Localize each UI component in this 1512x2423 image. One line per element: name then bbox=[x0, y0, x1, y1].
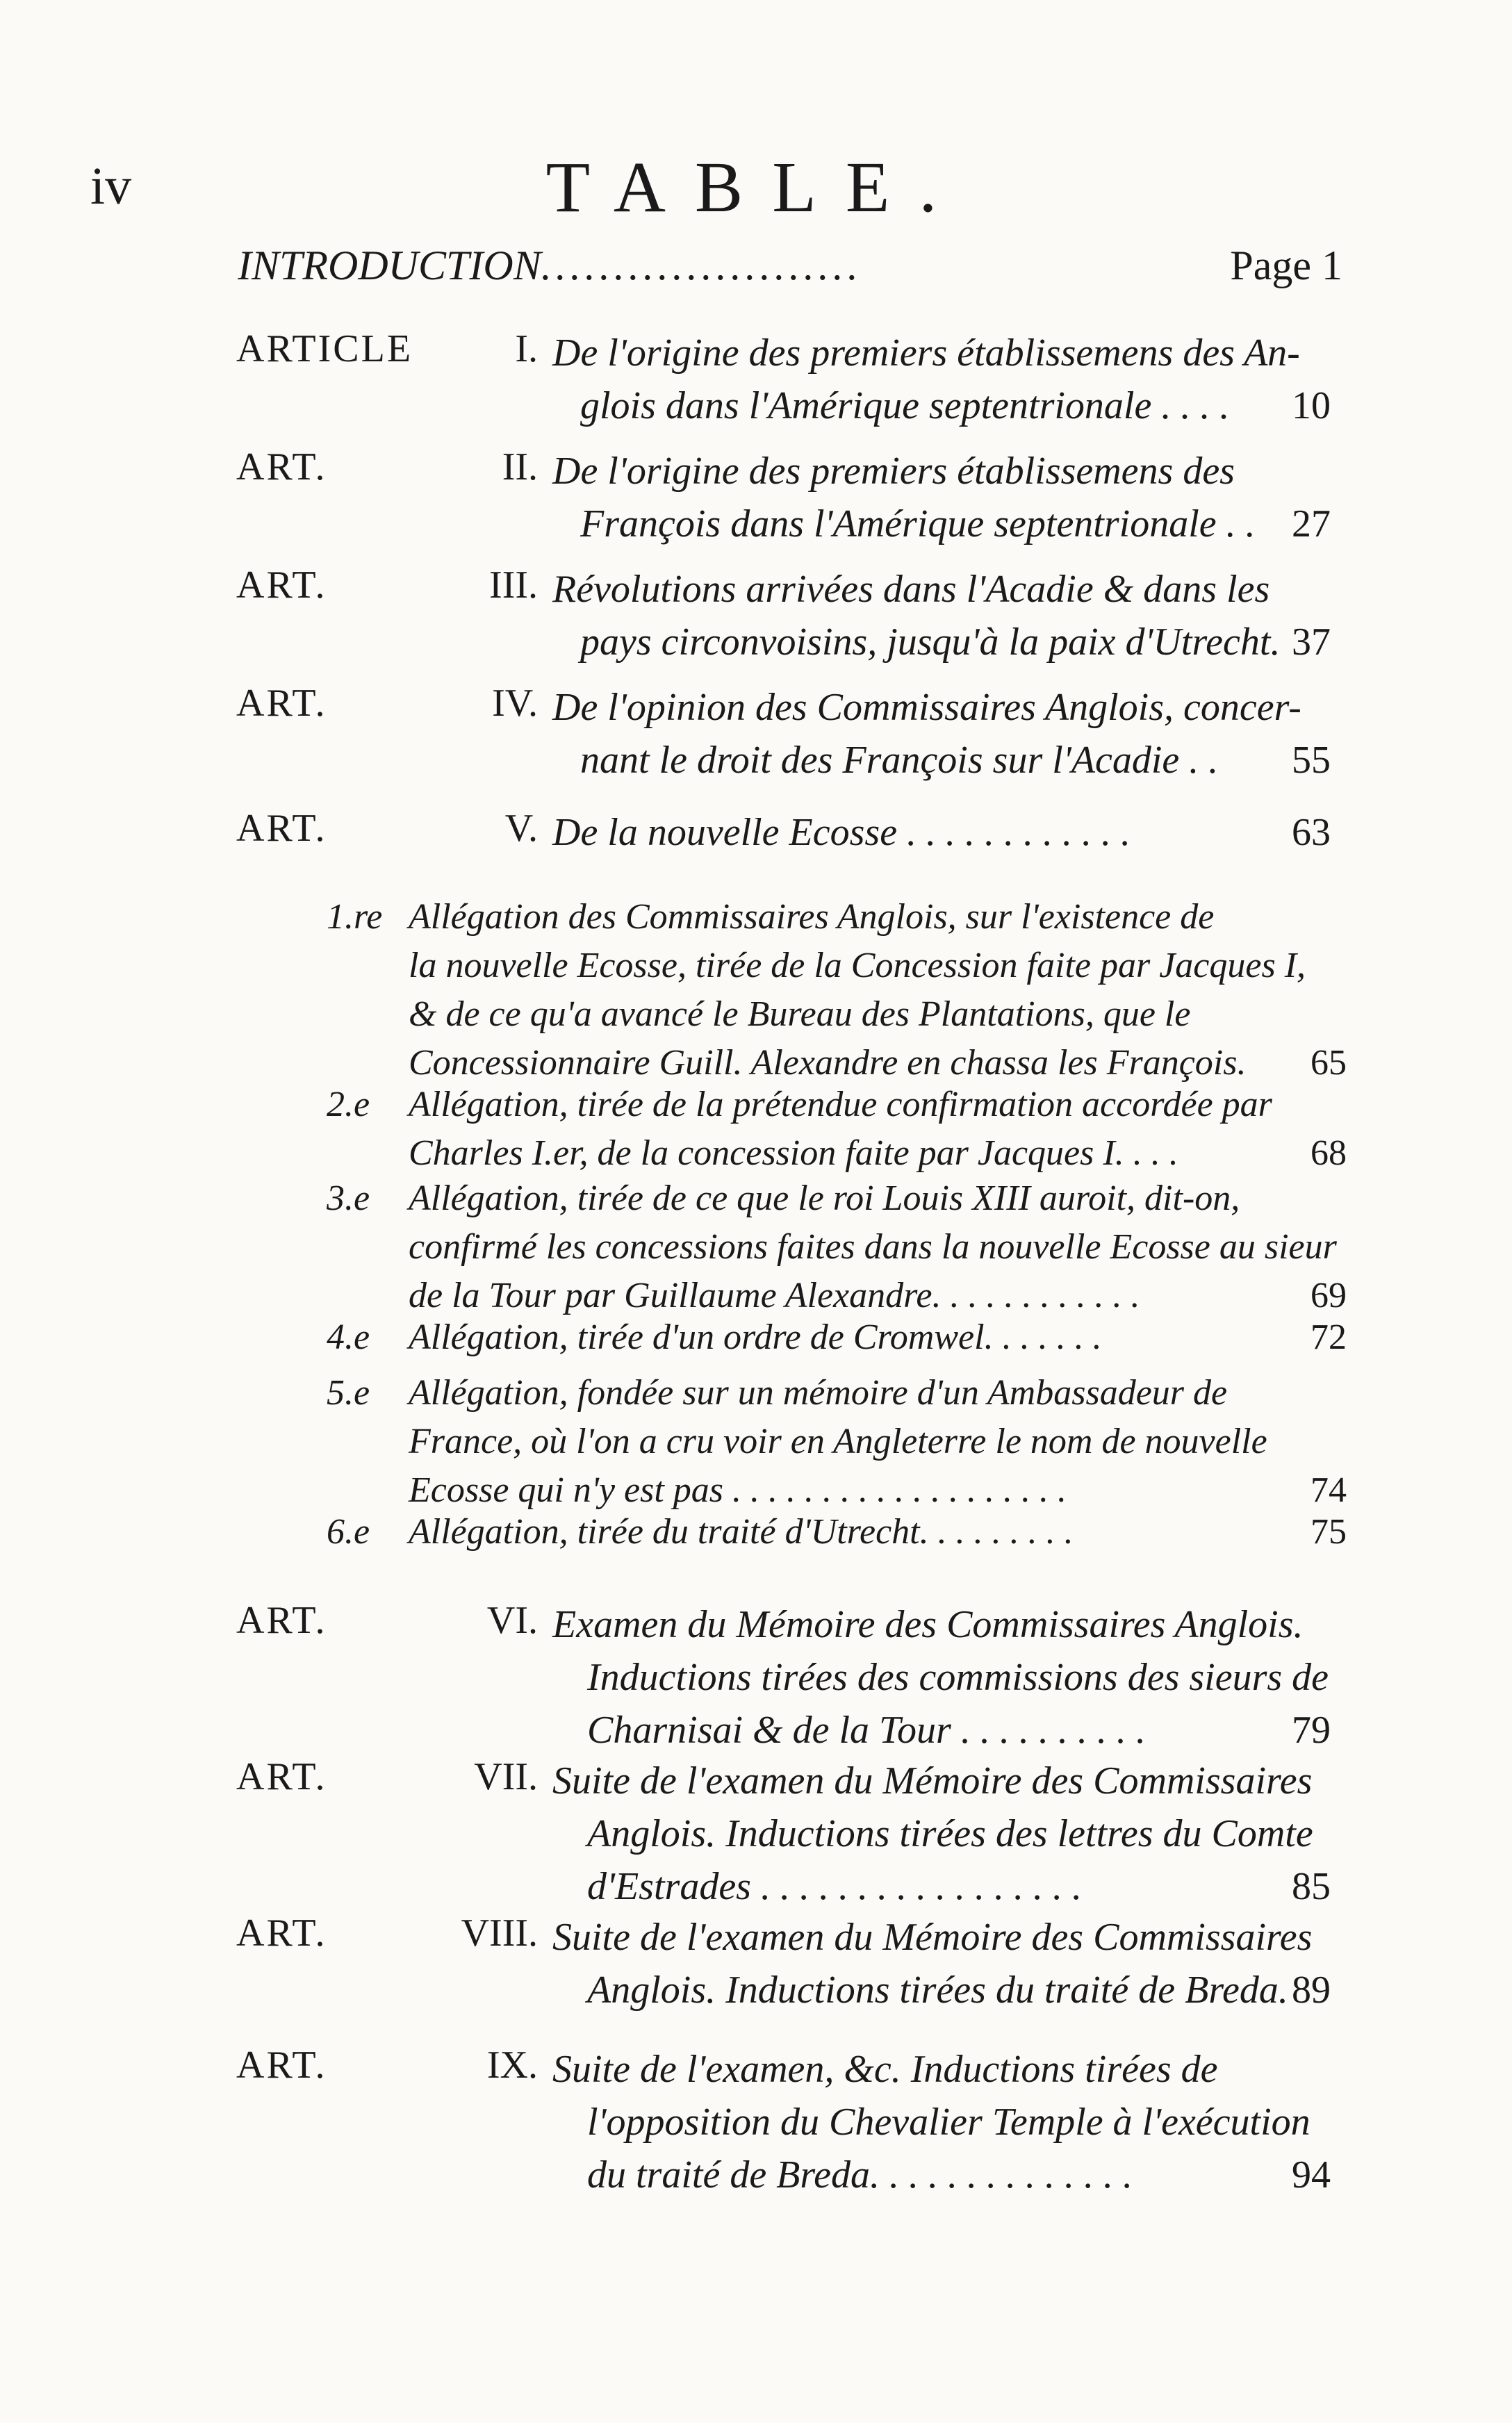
article-page: 85 bbox=[1292, 1865, 1331, 1908]
allegation-line: & de ce qu'a avancé le Bureau des Plantations, que le bbox=[409, 994, 1191, 1034]
article-title-line: glois dans l'Amérique septentrionale . . . . bbox=[580, 384, 1230, 427]
article-title-line: François dans l'Amérique septentrionale . . bbox=[580, 502, 1256, 545]
article-title-line: De l'origine des premiers établissemens des An- bbox=[552, 331, 1300, 375]
article-title-line: Suite de l'examen du Mémoire des Commissaires bbox=[552, 1916, 1313, 1959]
article-number: VII. bbox=[474, 1755, 538, 1798]
allegation-ordinal: 4.e bbox=[327, 1317, 370, 1357]
article-title-line: Examen du Mémoire des Commissaires Anglois. bbox=[552, 1603, 1304, 1646]
article-label: ART. bbox=[236, 1912, 327, 1955]
allegation-page: 69 bbox=[1310, 1276, 1347, 1315]
page-folio: iv bbox=[90, 157, 132, 215]
allegation-line: Allégation, fondée sur un mémoire d'un Ambassadeur de bbox=[409, 1373, 1228, 1413]
article-page: 94 bbox=[1292, 2153, 1331, 2196]
allegation-ordinal: 3.e bbox=[327, 1178, 370, 1218]
article-page: 63 bbox=[1292, 811, 1331, 854]
article-title-line: De l'origine des premiers établissemens des bbox=[552, 450, 1235, 493]
article-title-line: Anglois. Inductions tirées du traité de Breda. bbox=[587, 1969, 1288, 2012]
article-title-line: nant le droit des François sur l'Acadie . . bbox=[580, 739, 1219, 782]
article-page: 55 bbox=[1292, 739, 1331, 782]
article-number: IV. bbox=[492, 682, 538, 725]
allegation-line: Allégation, tirée de ce que le roi Louis XIII auroit, dit-on, bbox=[409, 1178, 1240, 1218]
allegation-line: Allégation des Commissaires Anglois, sur l'existence de bbox=[409, 897, 1215, 937]
article-title-line: Révolutions arrivées dans l'Acadie & dans les bbox=[552, 568, 1270, 611]
article-title-line: d'Estrades . . . . . . . . . . . . . . . . . bbox=[587, 1865, 1082, 1908]
article-label: ART. bbox=[236, 1599, 327, 1642]
article-number: VI. bbox=[486, 1599, 538, 1642]
article-number: V. bbox=[504, 807, 538, 850]
allegation-page: 75 bbox=[1310, 1512, 1347, 1552]
allegation-line: France, où l'on a cru voir en Angleterre le nom de nouvelle bbox=[409, 1422, 1267, 1461]
allegation-line: Ecosse qui n'y est pas . . . . . . . . . . . . . . . . . . . bbox=[409, 1470, 1067, 1510]
allegation-ordinal: 5.e bbox=[327, 1373, 370, 1413]
article-number: II. bbox=[502, 445, 538, 488]
allegation-line: Concessionnaire Guill. Alexandre en chassa les François. bbox=[409, 1043, 1247, 1083]
article-number: VIII. bbox=[461, 1912, 538, 1955]
allegation-line: Allégation, tirée d'un ordre de Cromwel. . . . . . . bbox=[409, 1317, 1102, 1357]
introduction-entry bbox=[238, 242, 1342, 290]
article-number: III. bbox=[489, 564, 538, 607]
article-label: ART. bbox=[236, 445, 327, 488]
article-label: ART. bbox=[236, 807, 327, 850]
allegation-ordinal: 6.e bbox=[327, 1512, 370, 1552]
article-page: 10 bbox=[1292, 384, 1331, 427]
allegation-page: 65 bbox=[1310, 1043, 1347, 1083]
article-title-line: pays circonvoisins, jusqu'à la paix d'Utrecht. bbox=[580, 621, 1281, 664]
introduction-label: INTRODUCTION bbox=[238, 243, 541, 288]
article-title-line: De la nouvelle Ecosse . . . . . . . . . . . . bbox=[552, 811, 1131, 854]
allegation-ordinal: 1.re bbox=[327, 897, 383, 937]
article-title-line: Suite de l'examen, &c. Inductions tirées de bbox=[552, 2048, 1218, 2091]
article-title-line: Inductions tirées des commissions des sieurs de bbox=[587, 1656, 1329, 1699]
allegation-line: Allégation, tirée du traité d'Utrecht. . . . . . . . . bbox=[409, 1512, 1074, 1552]
article-number: I. bbox=[515, 327, 538, 370]
allegation-page: 72 bbox=[1310, 1317, 1347, 1357]
introduction-page: Page 1 bbox=[1222, 242, 1342, 290]
article-label: ARTICLE bbox=[236, 327, 413, 370]
article-title-line: Charnisai & de la Tour . . . . . . . . . . bbox=[587, 1709, 1146, 1752]
article-title-line: Anglois. Inductions tirées des lettres du Comte bbox=[587, 1812, 1313, 1855]
article-page: 79 bbox=[1292, 1709, 1331, 1752]
allegation-page: 74 bbox=[1310, 1470, 1347, 1510]
article-page: 89 bbox=[1292, 1969, 1331, 2012]
page-title: TABLE. bbox=[545, 147, 967, 227]
introduction-leader: ...................... bbox=[541, 243, 862, 288]
allegation-line: confirmé les concessions faites dans la nouvelle Ecosse au sieur bbox=[409, 1227, 1337, 1267]
article-page: 37 bbox=[1292, 621, 1331, 664]
article-title-line: l'opposition du Chevalier Temple à l'exécution bbox=[587, 2101, 1310, 2144]
allegation-page: 68 bbox=[1310, 1133, 1347, 1173]
allegation-line: de la Tour par Guillaume Alexandre. . . . . . . . . . . . bbox=[409, 1276, 1140, 1315]
article-label: ART. bbox=[236, 682, 327, 725]
allegation-line: Charles I.er, de la concession faite par Jacques I. . . . bbox=[409, 1133, 1178, 1173]
article-page: 27 bbox=[1292, 502, 1331, 545]
allegation-line: la nouvelle Ecosse, tirée de la Concession faite par Jacques I, bbox=[409, 946, 1306, 985]
article-label: ART. bbox=[236, 1755, 327, 1798]
article-number: IX. bbox=[486, 2044, 538, 2087]
article-title-line: De l'opinion des Commissaires Anglois, concer- bbox=[552, 686, 1301, 729]
article-label: ART. bbox=[236, 564, 327, 607]
allegation-line: Allégation, tirée de la prétendue confirmation accordée par bbox=[409, 1085, 1272, 1124]
article-title-line: du traité de Breda. . . . . . . . . . . . . . bbox=[587, 2153, 1133, 2196]
allegation-ordinal: 2.e bbox=[327, 1085, 370, 1124]
article-title-line: Suite de l'examen du Mémoire des Commissaires bbox=[552, 1759, 1313, 1802]
article-label: ART. bbox=[236, 2044, 327, 2087]
